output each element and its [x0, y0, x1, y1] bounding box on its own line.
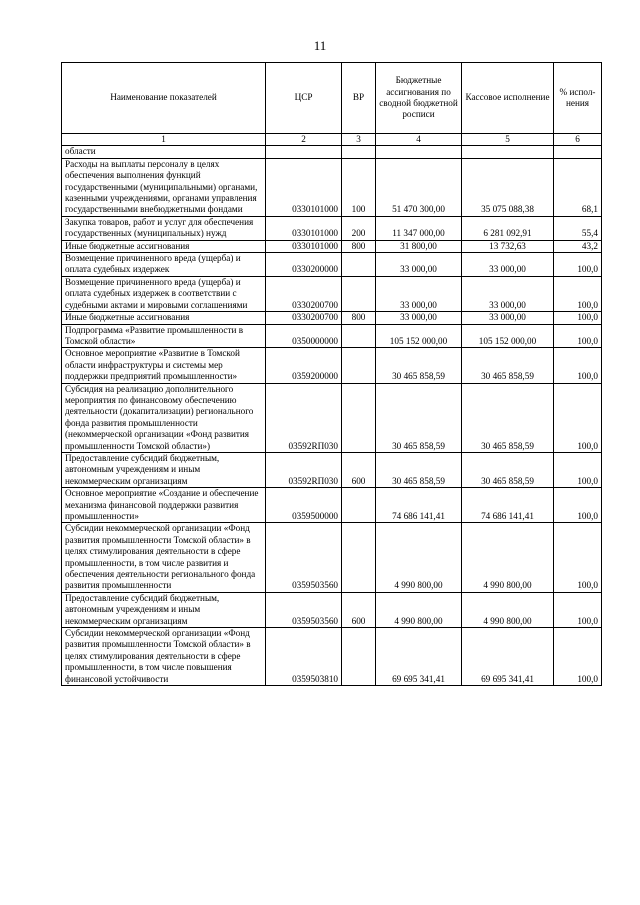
cell-pct: 100,0	[554, 452, 602, 487]
cell-vr: 600	[342, 452, 376, 487]
cell-pct: 100,0	[554, 523, 602, 592]
cell-fact: 105 152 000,00	[462, 324, 554, 348]
cell-vr	[342, 628, 376, 686]
cell-csr: 0359503560	[266, 592, 342, 627]
column-index: 1	[62, 134, 266, 146]
cell-pct: 100,0	[554, 312, 602, 324]
column-index-row	[62, 134, 602, 146]
header-plan: Бюджетные ассигнования по сводной бюджетной росписи	[376, 63, 462, 134]
cell-plan: 4 990 800,00	[376, 592, 462, 627]
cell-csr: 0359200000	[266, 348, 342, 383]
table-row	[62, 628, 602, 686]
cell-pct: 100,0	[554, 276, 602, 311]
header-csr: ЦСР	[266, 63, 342, 134]
cell-name: Иные бюджетные ассигнования	[62, 312, 266, 324]
table-row	[62, 312, 602, 324]
table-row	[62, 216, 602, 240]
cell-name: Основное мероприятие «Развитие в Томской области инфраструктуры и системы мер поддержки предприятий промышленности»	[62, 348, 266, 383]
table-header-row	[62, 63, 602, 134]
cell-plan: 30 465 858,59	[376, 452, 462, 487]
column-index: 6	[554, 134, 602, 146]
cell-fact: 6 281 092,91	[462, 216, 554, 240]
cell-plan: 105 152 000,00	[376, 324, 462, 348]
header-pct: % испол-нения	[554, 63, 602, 134]
cell-fact	[462, 146, 554, 158]
cell-fact: 33 000,00	[462, 253, 554, 277]
cell-vr	[342, 324, 376, 348]
budget-execution-table	[61, 62, 602, 686]
header-fact: Кассовое исполнение	[462, 63, 554, 134]
cell-pct: 100,0	[554, 253, 602, 277]
table-row	[62, 158, 602, 216]
cell-name: Расходы на выплаты персоналу в целях обеспечения выполнения функций государственными (муниципальными) органами, казенными учреждениями, органами управления государственными внебюджетными фондами	[62, 158, 266, 216]
table-row	[62, 452, 602, 487]
cell-vr	[342, 488, 376, 523]
cell-fact: 33 000,00	[462, 276, 554, 311]
table-row	[62, 240, 602, 252]
cell-pct: 100,0	[554, 592, 602, 627]
table-row	[62, 253, 602, 277]
cell-plan: 30 465 858,59	[376, 348, 462, 383]
cell-vr	[342, 146, 376, 158]
cell-plan: 33 000,00	[376, 276, 462, 311]
cell-pct: 68,1	[554, 158, 602, 216]
cell-pct: 100,0	[554, 348, 602, 383]
cell-csr: 0330101000	[266, 240, 342, 252]
cell-name: Субсидии некоммерческой организации «Фонд развития промышленности Томской области» в целях стимулирования деятельности в сфере промышленности, в том числе развития и обеспечения деятельности регионального фонда развития промышленности	[62, 523, 266, 592]
cell-vr: 600	[342, 592, 376, 627]
cell-csr: 0359503810	[266, 628, 342, 686]
cell-fact: 30 465 858,59	[462, 348, 554, 383]
cell-plan: 33 000,00	[376, 312, 462, 324]
cell-csr: 0330101000	[266, 158, 342, 216]
cell-vr: 100	[342, 158, 376, 216]
cell-fact: 4 990 800,00	[462, 592, 554, 627]
cell-vr	[342, 276, 376, 311]
cell-vr: 200	[342, 216, 376, 240]
cell-name: Основное мероприятие «Создание и обеспечение механизма финансовой поддержки развития промышленности»	[62, 488, 266, 523]
cell-name: Подпрограмма «Развитие промышленности в Томской области»	[62, 324, 266, 348]
cell-plan	[376, 146, 462, 158]
cell-fact: 30 465 858,59	[462, 452, 554, 487]
table-row	[62, 523, 602, 592]
cell-fact: 13 732,63	[462, 240, 554, 252]
cell-vr: 800	[342, 240, 376, 252]
table-row	[62, 488, 602, 523]
cell-plan: 51 470 300,00	[376, 158, 462, 216]
cell-plan: 69 695 341,41	[376, 628, 462, 686]
cell-pct: 100,0	[554, 324, 602, 348]
page-number: 11	[313, 38, 327, 53]
cell-name: области	[62, 146, 266, 158]
cell-pct: 100,0	[554, 488, 602, 523]
cell-name: Предоставление субсидий бюджетным, автономным учреждениям и иным некоммерческим организациям	[62, 452, 266, 487]
cell-fact: 4 990 800,00	[462, 523, 554, 592]
cell-csr: 0330101000	[266, 216, 342, 240]
cell-csr: 0350000000	[266, 324, 342, 348]
table-row	[62, 324, 602, 348]
cell-fact: 69 695 341,41	[462, 628, 554, 686]
cell-csr: 03592RП030	[266, 452, 342, 487]
table-row	[62, 348, 602, 383]
cell-name: Закупка товаров, работ и услуг для обеспечения государственных (муниципальных) нужд	[62, 216, 266, 240]
header-name: Наименование показателей	[62, 63, 266, 134]
cell-csr: 0359500000	[266, 488, 342, 523]
cell-pct: 55,4	[554, 216, 602, 240]
cell-vr	[342, 253, 376, 277]
cell-vr	[342, 348, 376, 383]
table-row	[62, 592, 602, 627]
column-index: 3	[342, 134, 376, 146]
table-row	[62, 383, 602, 452]
cell-name: Иные бюджетные ассигнования	[62, 240, 266, 252]
cell-name: Предоставление субсидий бюджетным, автономным учреждениям и иным некоммерческим организациям	[62, 592, 266, 627]
cell-pct	[554, 146, 602, 158]
column-index: 4	[376, 134, 462, 146]
cell-csr	[266, 146, 342, 158]
cell-plan: 74 686 141,41	[376, 488, 462, 523]
cell-plan: 30 465 858,59	[376, 383, 462, 452]
cell-name: Возмещение причиненного вреда (ущерба) и оплата судебных издержек	[62, 253, 266, 277]
cell-csr: 0359503560	[266, 523, 342, 592]
cell-fact: 33 000,00	[462, 312, 554, 324]
cell-vr	[342, 523, 376, 592]
cell-plan: 11 347 000,00	[376, 216, 462, 240]
column-index: 2	[266, 134, 342, 146]
cell-fact: 35 075 088,38	[462, 158, 554, 216]
cell-pct: 43,2	[554, 240, 602, 252]
cell-name: Возмещение причиненного вреда (ущерба) и оплата судебных издержек в соответствии с судебными актами и мировыми соглашениями	[62, 276, 266, 311]
cell-csr: 0330200000	[266, 253, 342, 277]
cell-csr: 03592RП030	[266, 383, 342, 452]
cell-csr: 0330200700	[266, 276, 342, 311]
table-row	[62, 146, 602, 158]
table-row	[62, 276, 602, 311]
cell-plan: 4 990 800,00	[376, 523, 462, 592]
cell-vr: 800	[342, 312, 376, 324]
cell-name: Субсидия на реализацию дополнительного мероприятия по финансовому обеспечению деятельности (докапитализации) регионального фонда развития промышленности (некоммерческой организации «Фонд развития промышленности Томской области»)	[62, 383, 266, 452]
header-vr: ВР	[342, 63, 376, 134]
cell-plan: 33 000,00	[376, 253, 462, 277]
cell-fact: 30 465 858,59	[462, 383, 554, 452]
cell-name: Субсидии некоммерческой организации «Фонд развития промышленности Томской области» в целях стимулирования деятельности в сфере промышленности, в том числе повышения финансовой устойчивости	[62, 628, 266, 686]
cell-plan: 31 800,00	[376, 240, 462, 252]
cell-fact: 74 686 141,41	[462, 488, 554, 523]
cell-pct: 100,0	[554, 383, 602, 452]
cell-pct: 100,0	[554, 628, 602, 686]
cell-vr	[342, 383, 376, 452]
cell-csr: 0330200700	[266, 312, 342, 324]
column-index: 5	[462, 134, 554, 146]
